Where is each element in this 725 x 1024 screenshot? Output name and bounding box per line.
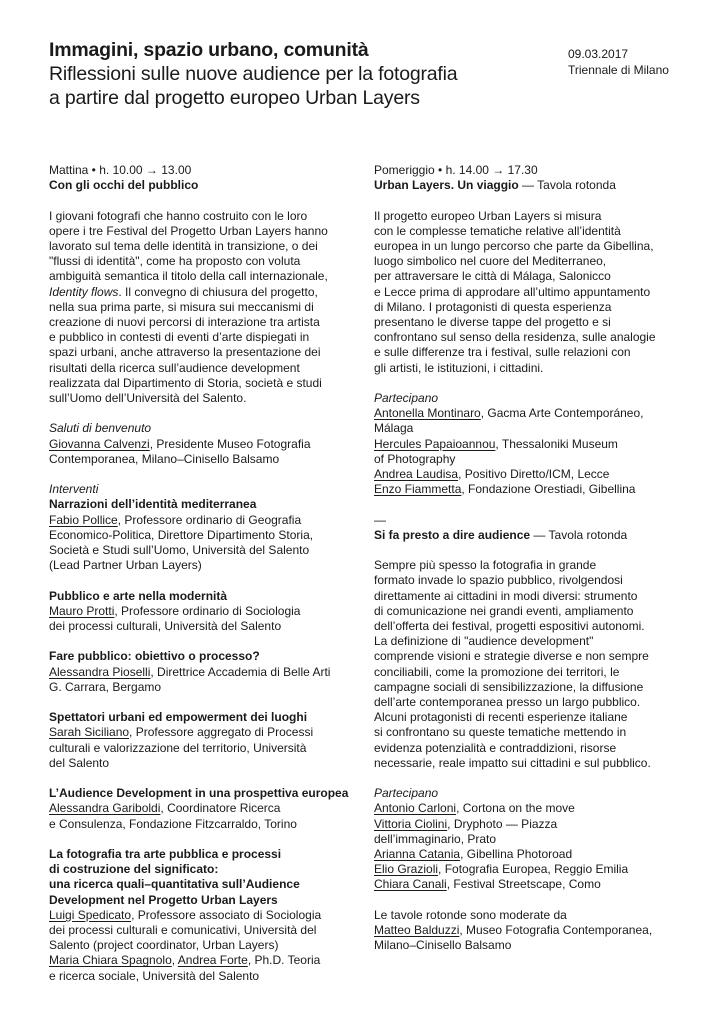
paragraph-line (49, 285, 359, 300)
page-subtitle-line-2: a partire dal progetto europeo Urban Layers (49, 87, 420, 109)
paragraph-line: confrontano sul senso della residenza, sulle analogie (374, 330, 656, 345)
call-title: Identity flows (49, 284, 119, 299)
speaker-role: , Professore ordinario di Sociologia (114, 603, 301, 618)
talk-title: una ricerca quali–quantitativa sull’Audience (49, 877, 300, 892)
talk-speaker (49, 725, 359, 740)
page-title-block (49, 38, 549, 110)
speaker-role-line: dei processi culturali, Università del Salento (49, 619, 282, 634)
paragraph-line: "flussi di identità", come ha proposto con voluta (49, 254, 301, 269)
participant-role: , Fotografia Europea, Reggio Emilia (438, 862, 629, 877)
paragraph-line: necessarie, reale impatto sui cittadini e sul pubblico. (374, 755, 651, 770)
paragraph-line: formato invade lo spazio pubblico, rivolgendosi (374, 573, 623, 588)
afternoon-session-title-line (374, 178, 704, 193)
speaker-role: , Direttrice Accademia di Belle Arti (150, 664, 331, 679)
moderator-intro: Le tavole rotonde sono moderate da (374, 907, 567, 922)
participant-role: , Gacma Arte Contemporáneo, (480, 406, 644, 421)
event-date: 09.03.2017 (568, 47, 629, 61)
paragraph-line: di comunicazione nei grandi eventi, ampliamento (374, 603, 634, 618)
talk-title: La fotografia tra arte pubblica e processi (49, 847, 282, 862)
talk-speaker (49, 801, 359, 816)
speaker-role-line: Società e Studi sull’Uomo, Università del Salento (49, 543, 310, 558)
speaker-role-line: Contemporanea, Milano–Cinisello Balsamo (49, 451, 280, 466)
paragraph-text: . Il convegno di chiusura del progetto, (118, 284, 318, 299)
morning-session-title: Con gli occhi del pubblico (49, 178, 199, 193)
speaker-role-line: del Salento (49, 755, 110, 770)
paragraph-line: comprende visioni e strategie diverse e non sempre (374, 649, 649, 664)
participant-role: , Festival Streetscape, Como (446, 877, 601, 892)
speaker-role-line: culturali e valorizzazione del territorio, Università (49, 740, 307, 755)
participant (374, 406, 704, 421)
moderator-role-line: Milano–Cinisello Balsamo (374, 938, 512, 953)
paragraph-line: lavorato sul tema delle identità in transizione, o dei (49, 239, 318, 253)
speaker-role-line: Economico-Politica, Direttore Dipartimento Storia, (49, 527, 314, 542)
morning-intro-paragraph (49, 209, 359, 407)
participant-role-line: of Photography (374, 451, 456, 466)
afternoon-session-title: Urban Layers. Un viaggio (374, 178, 519, 193)
paragraph-line: Il progetto europeo Urban Layers si misura (374, 208, 602, 223)
participant-role: , Dryphoto — Piazza (447, 816, 558, 831)
talk-speaker (49, 665, 359, 680)
welcome-heading: Saluti di benvenuto (49, 421, 152, 436)
section-divider-dash: — (374, 512, 386, 527)
participant (374, 847, 704, 862)
paragraph-line: Sempre più spesso la fotografia in grande (374, 558, 597, 573)
speaker-link[interactable]: Andrea Forte (177, 953, 248, 968)
paragraph-line: dell’arte contemporanea presso un largo pubblico. (374, 695, 641, 710)
paragraph-line: evidenza potenzialità e contraddizioni, risorse (374, 740, 617, 755)
morning-column (49, 163, 359, 984)
paragraph-line: spazi urbani, anche attraverso la presentazione dei (49, 345, 321, 360)
participant (374, 482, 704, 497)
participant-role: , Positivo Diretto/ICM, Lecce (458, 467, 610, 482)
afternoon-session-time: Pomeriggio • h. 14.00 → 17.30 (374, 163, 538, 177)
paragraph-line: direttamente ai cittadini in modi diversi: strumento (374, 588, 638, 603)
paragraph-line: La definizione di "audience development" (374, 634, 594, 649)
talk-title: Pubblico e arte nella modernità (49, 588, 228, 603)
paragraph-line: per attraversare le città di Málaga, Salonicco (374, 269, 611, 284)
paragraph-line: Alcuni protagonisti di recenti esperienze italiane (374, 710, 628, 725)
paragraph-line: sull’Uomo dell’Università del Salento. (49, 391, 247, 406)
welcome-speaker (49, 437, 359, 452)
speaker-role: , Professore associato di Sociologia (131, 907, 322, 922)
participant (374, 467, 704, 482)
paragraph-line: risultati della ricerca sull’audience development (49, 360, 300, 375)
participant-link[interactable]: Antonella Montinaro (374, 406, 481, 421)
paragraph-line: realizzata dal Dipartimento di Storia, società e studi (49, 375, 322, 390)
participant-link[interactable]: Enzo Fiammetta (374, 482, 462, 497)
paragraph-line: e pubblico in contesti di eventi d’arte dispiegati in (49, 330, 310, 345)
talk-title: L’Audience Development in una prospettiva europea (49, 786, 349, 801)
event-venue: Triennale di Milano (568, 63, 669, 77)
participant-role: , Thessaloniki Museum (495, 436, 618, 451)
participant-link[interactable]: Antonio Carloni (374, 801, 457, 816)
paragraph-line: e Lecce prima di approdare all’ultimo appuntamento (374, 284, 651, 299)
speaker-role: , Professore ordinario di Geografia (117, 512, 302, 527)
paragraph-line: opere i tre Festival del Progetto Urban Layers hanno (49, 223, 328, 238)
moderator (374, 923, 704, 938)
participant (374, 817, 704, 832)
paragraph-line: luogo simbolico nel cuore del Mediterraneo, (374, 254, 607, 269)
speaker-link[interactable]: Giovanna Calvenzi (49, 436, 150, 451)
participant-link[interactable]: Chiara Canali (374, 877, 447, 892)
moderator-role: , Museo Fotografia Contemporanea, (459, 923, 653, 938)
speaker-role: , Presidente Museo Fotografia (149, 436, 311, 451)
participant-link[interactable]: Vittoria Ciolini (374, 816, 448, 831)
speaker-link[interactable]: Mauro Protti (49, 603, 115, 618)
speaker-role-line: Salento (project coordinator, Urban Layers) (49, 938, 279, 953)
participant-link[interactable]: Arianna Catania (374, 847, 461, 862)
page-subtitle-line-1: Riflessioni sulle nuove audience per la fotografia (49, 63, 458, 85)
participant-link[interactable]: Andrea Laudisa (374, 467, 459, 482)
paragraph-line: presentano le diverse tappe del progetto e si (374, 315, 611, 330)
speaker-role-line: (Lead Partner Urban Layers) (49, 558, 202, 573)
speaker-role: , Professore aggregato di Processi (129, 725, 314, 740)
paragraph-line: e sulle differenze tra i festival, sulle relazioni con (374, 345, 631, 360)
afternoon-intro-paragraph (374, 209, 704, 376)
paragraph-line: nella sua prima parte, si misura sui meccanismi di (49, 299, 314, 314)
session2-title: Si fa presto a dire audience (374, 527, 531, 542)
speaker-link[interactable]: Luigi Spedicato (49, 907, 132, 922)
paragraph-line: I giovani fotografi che hanno costruito con le loro (49, 208, 308, 223)
talk-title: Fare pubblico: obiettivo o processo? (49, 649, 260, 664)
talk-title: Spettatori urbani ed empowerment dei luoghi (49, 710, 308, 725)
speaker-link[interactable]: Fabio Pollice (49, 512, 118, 527)
participant-role: , Cortona on the move (456, 801, 575, 816)
speaker-link[interactable]: Alessandra Pioselli (49, 664, 151, 679)
speaker-link[interactable]: Sarah Siciliano (49, 725, 130, 740)
morning-session-time: Mattina • h. 10.00 → 13.00 (49, 163, 192, 177)
talk-speaker (49, 604, 359, 619)
participant (374, 862, 704, 877)
participant-role: , Gibellina Photoroad (460, 847, 573, 862)
event-meta (568, 46, 669, 78)
participant-role: , Fondazione Orestiadi, Gibellina (461, 482, 636, 497)
session-format: — Tavola rotonda (518, 178, 616, 193)
paragraph-line: gli artisti, le istituzioni, i cittadini. (374, 360, 544, 375)
speaker-role: , Ph.D. Teoria (247, 953, 321, 968)
speaker-role: , Coordinatore Ricerca (160, 801, 281, 816)
paragraph-line: creazione di nuovi percorsi di interazione tra artista (49, 315, 320, 330)
talk-speaker (49, 953, 359, 968)
speaker-role-line: dei processi culturali e comunicativi, Università del (49, 923, 317, 938)
talk-title: di costruzione del significato: (49, 862, 219, 877)
paragraph-line: dell’offerta dei festival, progetti espositivi autonomi. (374, 619, 645, 634)
participant (374, 877, 704, 892)
afternoon-column (374, 163, 704, 953)
participant (374, 801, 704, 816)
talk-title: Narrazioni dell’identità mediterranea (49, 497, 257, 512)
talk-speaker (49, 513, 359, 528)
paragraph-line: campagne sociali di sensibilizzazione, la diffusione (374, 679, 644, 694)
moderator-link[interactable]: Matteo Balduzzi (374, 923, 460, 938)
speaker-link[interactable]: Alessandra Gariboldi (49, 801, 161, 816)
session2-title-line (374, 528, 704, 543)
page-title: Immagini, spazio urbano, comunità (49, 39, 369, 61)
talks-heading: Interventi (49, 482, 99, 497)
participant-link[interactable]: Elio Grazioli (374, 862, 439, 877)
speaker-role-line: G. Carrara, Bergamo (49, 679, 162, 694)
session2-intro-paragraph (374, 558, 704, 771)
speaker-role-line: e Consulenza, Fondazione Fitzcarraldo, Torino (49, 816, 297, 831)
paragraph-line: si confrontano su queste tematiche mettendo in (374, 725, 627, 740)
paragraph-line: con le complesse tematiche relative all’identità (374, 223, 621, 238)
participant-link[interactable]: Hercules Papaioannou (374, 436, 496, 451)
participants-heading: Partecipano (374, 786, 439, 801)
talk-speaker (49, 908, 359, 923)
session-format: — Tavola rotonda (530, 527, 628, 542)
participant-role-line: dell’immaginario, Prato (374, 831, 497, 846)
paragraph-line: conciliabili, come la promozione dei territori, le (374, 664, 620, 679)
paragraph-line: ambiguità semantica il titolo della call internazionale, (49, 269, 328, 284)
separator: , (171, 953, 178, 968)
speaker-role-line: e ricerca sociale, Università del Salento (49, 968, 260, 983)
participant-role-line: Málaga (374, 421, 414, 436)
paragraph-line: europea in un lungo percorso che parte da Gibellina, (374, 239, 654, 253)
speaker-link[interactable]: Maria Chiara Spagnolo (49, 953, 172, 968)
paragraph-line: di Milano. I protagonisti di questa esperienza (374, 299, 612, 314)
participants-heading: Partecipano (374, 391, 439, 406)
talk-title: Development nel Progetto Urban Layers (49, 892, 278, 907)
participant (374, 437, 704, 452)
